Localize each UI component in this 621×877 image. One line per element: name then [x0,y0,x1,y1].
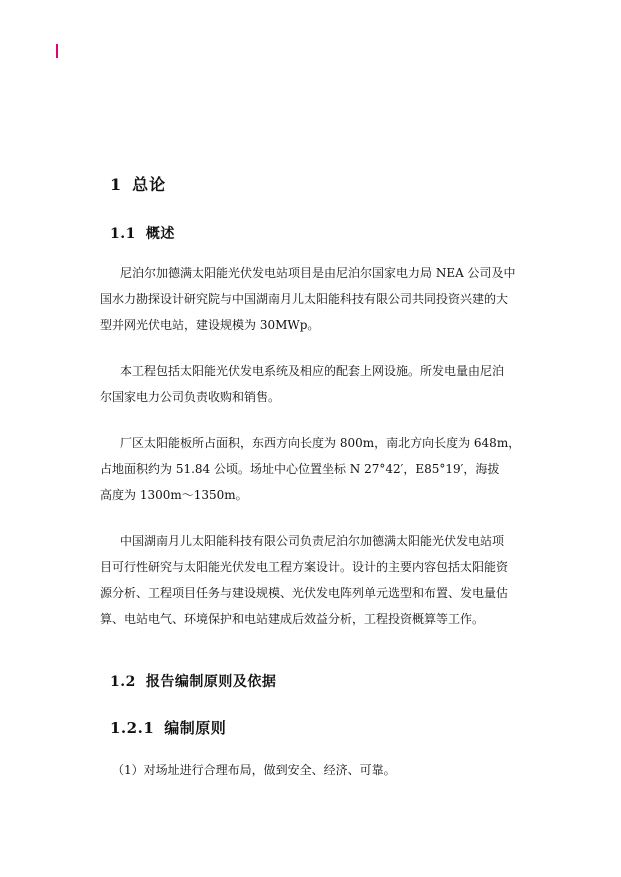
margin-mark [56,44,58,58]
paragraph-line: 尼泊尔加德满太阳能光伏发电站项目是由尼泊尔国家电力局 NEA 公司及中 [120,266,516,280]
subsection-number: 1.2.1 [110,719,155,737]
paragraph-line: 源分析、工程项目任务与建设规模、光伏发电阵列单元选型和布置、发电量估 [100,586,509,600]
chapter-number: 1 [110,175,123,194]
paragraph-overview [100,260,530,338]
subsection-heading-1-2-1 [110,717,226,738]
paragraph-line: 算、电站电气、环境保护和电站建成后效益分析，工程投资概算等工作。 [100,612,485,626]
paragraph-line: 尔国家电力公司负责收购和销售。 [100,390,281,404]
paragraph-line: 占地面积约为 51.84 公顷。场址中心位置坐标 N 27°42′，E85°19′，海拔 [100,462,500,476]
paragraph-line: 国水力勘探设计研究院与中国湖南月儿太阳能科技有限公司共同投资兴建的大 [100,292,509,306]
subsection-title: 编制原则 [164,719,227,737]
section-heading-1-1 [110,223,175,243]
paragraph-line: 高度为 1300m～1350m。 [100,488,248,502]
paragraph-line: 目可行性研究与太阳能光伏发电工程方案设计。设计的主要内容包括太阳能资 [100,560,509,574]
paragraph-line: 中国湖南月儿太阳能科技有限公司负责尼泊尔加德满太阳能光伏发电站项 [120,534,505,548]
paragraph-line: 本工程包括太阳能光伏发电系统及相应的配套上网设施。所发电量由尼泊 [120,364,505,378]
paragraph-line: 型并网光伏电站，建设规模为 30MWp。 [100,318,320,332]
section-heading-1-2 [110,671,276,691]
paragraph-scope [100,358,530,410]
section-number: 1.1 [110,226,136,242]
paragraph-site [100,430,530,508]
chapter-heading [110,172,166,195]
paragraph-design [100,528,530,632]
paragraph-line: 厂区太阳能板所占面积，东西方向长度为 800m，南北方向长度为 648m， [120,436,521,450]
section-title: 报告编制原则及依据 [145,674,277,690]
list-item: （1）对场址进行合理布局，做到安全、经济、可靠。 [112,763,396,777]
section-title: 概述 [145,226,175,242]
section-number: 1.2 [110,674,136,690]
chapter-title: 总论 [132,175,167,194]
